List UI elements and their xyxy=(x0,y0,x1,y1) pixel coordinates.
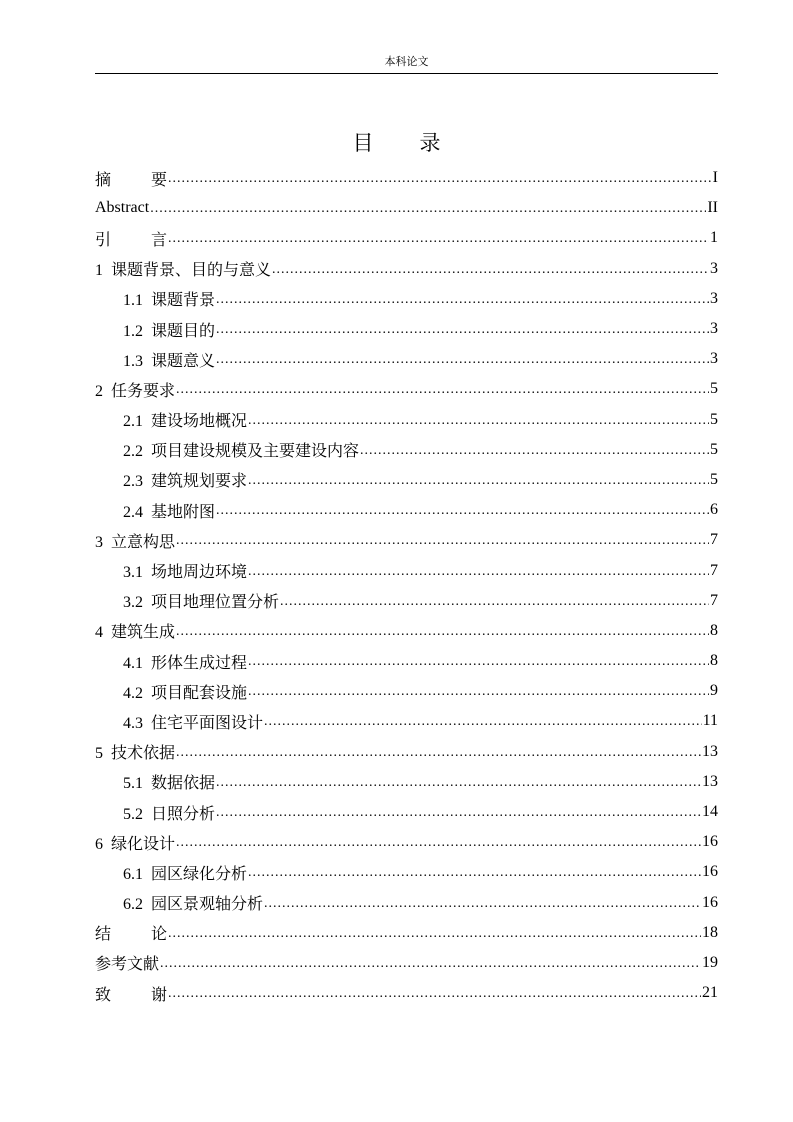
toc-entry-number: 2.1 xyxy=(123,413,143,431)
toc-entry[interactable] xyxy=(95,827,718,857)
toc-page-number: 7 xyxy=(710,591,718,609)
toc-dot-leader xyxy=(160,956,701,972)
toc-entry-text: 基地附图 xyxy=(151,503,216,521)
toc-entry-label xyxy=(123,287,215,310)
toc-entry[interactable] xyxy=(95,344,718,374)
toc-dot-leader xyxy=(216,503,709,519)
toc-dot-leader xyxy=(168,171,712,187)
toc-entry[interactable] xyxy=(95,284,718,314)
toc-entry-number: 6 xyxy=(95,835,103,853)
toc-entry-label xyxy=(123,680,247,703)
toc-page-number: 9 xyxy=(710,682,718,700)
toc-entry-label xyxy=(123,408,247,431)
toc-page-number: II xyxy=(707,199,718,217)
toc-dot-leader xyxy=(248,413,709,429)
toc-page-number: 18 xyxy=(702,923,718,941)
toc-entry-label xyxy=(123,891,263,914)
toc-entry-number: 4.3 xyxy=(123,714,143,732)
toc-title xyxy=(0,129,793,157)
toc-entry[interactable] xyxy=(95,555,718,585)
toc-entry-label xyxy=(95,529,175,552)
toc-entry-label xyxy=(123,589,279,612)
toc-entry-number: 2.3 xyxy=(123,473,143,491)
toc-entry-label xyxy=(123,650,247,673)
toc-entry[interactable] xyxy=(95,918,718,948)
toc-entry-label xyxy=(123,801,215,824)
toc-dot-leader xyxy=(264,714,702,730)
toc-entry-label xyxy=(123,559,247,582)
toc-page-number: 16 xyxy=(702,863,718,881)
toc-entry[interactable] xyxy=(95,767,718,797)
toc-entry-label-char: 引 xyxy=(95,231,112,249)
toc-dot-leader xyxy=(176,624,709,640)
toc-entry[interactable] xyxy=(95,616,718,646)
toc-title-left: 目 xyxy=(352,131,374,155)
toc-entry-label-char: 摘 xyxy=(95,171,112,189)
toc-page-number: 16 xyxy=(702,833,718,851)
toc-entry-number: 1.1 xyxy=(123,292,143,310)
toc-page-number: 5 xyxy=(710,380,718,398)
toc-dot-leader xyxy=(168,986,701,1002)
toc-entry-number: 6.2 xyxy=(123,896,143,914)
toc-entry-label-char: 要 xyxy=(151,171,168,189)
toc-entry-label-char: 致 xyxy=(95,986,112,1004)
toc-entry[interactable] xyxy=(95,223,718,253)
toc-entry-label xyxy=(95,199,149,217)
toc-entry-label-char: 论 xyxy=(151,926,168,944)
toc-entry-label xyxy=(123,710,263,733)
toc-dot-leader xyxy=(216,322,709,338)
table-of-contents xyxy=(95,163,718,1008)
toc-entry-text: 形体生成过程 xyxy=(151,654,248,672)
toc-entry-label xyxy=(95,257,271,280)
toc-dot-leader xyxy=(248,684,709,700)
header-rule xyxy=(95,73,718,74)
toc-entry-label xyxy=(95,740,175,763)
toc-page-number: 3 xyxy=(710,289,718,307)
toc-entry-text: 绿化设计 xyxy=(111,835,176,853)
toc-entry-text: 场地周边环境 xyxy=(151,564,248,582)
toc-entry-label xyxy=(95,619,175,642)
toc-page-number: 8 xyxy=(710,621,718,639)
toc-entry[interactable] xyxy=(95,857,718,887)
toc-dot-leader xyxy=(176,745,701,761)
toc-entry[interactable] xyxy=(95,495,718,525)
toc-dot-leader xyxy=(248,654,709,670)
toc-entry-label xyxy=(95,982,167,1005)
toc-entry[interactable] xyxy=(95,435,718,465)
toc-dot-leader xyxy=(360,443,709,459)
toc-entry-label xyxy=(95,167,167,190)
toc-entry-label-char: 言 xyxy=(151,231,168,249)
toc-entry[interactable] xyxy=(95,888,718,918)
toc-entry-text: 住宅平面图设计 xyxy=(151,714,264,732)
toc-entry-text: 建筑生成 xyxy=(111,624,176,642)
toc-page-number: 21 xyxy=(702,984,718,1002)
toc-entry-number: 2.2 xyxy=(123,443,143,461)
toc-entry[interactable] xyxy=(95,525,718,555)
toc-dot-leader xyxy=(168,926,701,942)
toc-entry-text: 项目建设规模及主要建设内容 xyxy=(151,443,360,461)
toc-entry[interactable] xyxy=(95,163,718,193)
toc-entry-number: 5.1 xyxy=(123,775,143,793)
toc-page-number: 16 xyxy=(702,893,718,911)
toc-entry-text: 课题背景 xyxy=(151,292,216,310)
toc-entry-text: Abstract xyxy=(95,199,150,217)
toc-entry[interactable] xyxy=(95,676,718,706)
toc-dot-leader xyxy=(216,292,709,308)
toc-entry-number: 1.3 xyxy=(123,352,143,370)
toc-entry-number: 2.4 xyxy=(123,503,143,521)
toc-entry-number: 5 xyxy=(95,745,103,763)
toc-dot-leader xyxy=(248,865,701,881)
toc-entry-text: 项目配套设施 xyxy=(151,684,248,702)
toc-page-number: 7 xyxy=(710,561,718,579)
toc-entry-text: 园区景观轴分析 xyxy=(151,896,264,914)
toc-entry[interactable] xyxy=(95,193,718,223)
toc-entry-text: 建筑规划要求 xyxy=(151,473,248,491)
toc-entry[interactable] xyxy=(95,706,718,736)
toc-entry-text: 园区绿化分析 xyxy=(151,865,248,883)
toc-entry-text: 技术依据 xyxy=(111,745,176,763)
toc-entry[interactable] xyxy=(95,797,718,827)
toc-dot-leader xyxy=(248,473,709,489)
toc-entry-text: 课题背景、目的与意义 xyxy=(111,262,272,280)
toc-entry-label xyxy=(123,468,247,491)
toc-page-number: 3 xyxy=(710,350,718,368)
toc-entry-number: 5.2 xyxy=(123,805,143,823)
toc-entry[interactable] xyxy=(95,465,718,495)
toc-entry-label xyxy=(95,831,175,854)
toc-entry-number: 3.1 xyxy=(123,564,143,582)
toc-entry-text: 课题意义 xyxy=(151,352,216,370)
toc-entry-text: 建设场地概况 xyxy=(151,413,248,431)
toc-page-number: 5 xyxy=(710,470,718,488)
toc-entry-label-char: 谢 xyxy=(151,986,168,1004)
toc-dot-leader xyxy=(280,594,709,610)
toc-dot-leader xyxy=(248,564,709,580)
toc-entry[interactable] xyxy=(95,978,718,1008)
toc-entry-number: 2 xyxy=(95,382,103,400)
toc-entry-number: 3 xyxy=(95,533,103,551)
toc-page-number: 5 xyxy=(710,410,718,428)
toc-dot-leader xyxy=(216,352,709,368)
toc-page-number: 19 xyxy=(702,953,718,971)
toc-dot-leader xyxy=(150,201,706,217)
toc-entry-text: 项目地理位置分析 xyxy=(151,594,280,612)
page-header: 本科论文 xyxy=(384,56,429,68)
toc-dot-leader xyxy=(216,775,701,791)
toc-entry[interactable] xyxy=(95,737,718,767)
toc-entry[interactable] xyxy=(95,586,718,616)
toc-entry-label xyxy=(123,499,215,522)
toc-dot-leader xyxy=(272,262,709,278)
toc-entry-label xyxy=(123,318,215,341)
toc-entry-number: 1.2 xyxy=(123,322,143,340)
toc-entry-text: 任务要求 xyxy=(111,382,176,400)
toc-entry-text: 日照分析 xyxy=(151,805,216,823)
toc-dot-leader xyxy=(176,382,709,398)
toc-page-number: 5 xyxy=(710,440,718,458)
toc-entry[interactable] xyxy=(95,646,718,676)
toc-entry-number: 3.2 xyxy=(123,594,143,612)
toc-entry-label xyxy=(123,770,215,793)
toc-entry-label xyxy=(123,861,247,884)
toc-entry-number: 4.1 xyxy=(123,654,143,672)
toc-page-number: 13 xyxy=(702,772,718,790)
toc-page-number: 8 xyxy=(710,652,718,670)
toc-entry-label xyxy=(123,438,359,461)
toc-entry-text: 数据依据 xyxy=(151,775,216,793)
toc-entry-text: 立意构思 xyxy=(111,533,176,551)
toc-dot-leader xyxy=(168,231,709,247)
toc-entry-number: 4.2 xyxy=(123,684,143,702)
toc-entry[interactable] xyxy=(95,948,718,978)
toc-entry-number: 6.1 xyxy=(123,865,143,883)
toc-page-number: 11 xyxy=(702,712,718,730)
toc-entry-text: 参考文献 xyxy=(95,956,160,974)
toc-entry[interactable] xyxy=(95,374,718,404)
toc-title-right: 录 xyxy=(419,131,441,155)
toc-entry-text: 课题目的 xyxy=(151,322,216,340)
toc-entry-label xyxy=(95,227,167,250)
toc-page-number: 1 xyxy=(710,229,718,247)
toc-entry[interactable] xyxy=(95,314,718,344)
toc-dot-leader xyxy=(264,896,701,912)
toc-page-number: 3 xyxy=(710,259,718,277)
toc-page-number: 14 xyxy=(702,803,718,821)
toc-dot-leader xyxy=(176,533,709,549)
toc-dot-leader xyxy=(176,835,701,851)
toc-page-number: 13 xyxy=(702,742,718,760)
toc-entry[interactable] xyxy=(95,405,718,435)
toc-dot-leader xyxy=(216,805,701,821)
toc-entry-label xyxy=(123,348,215,371)
toc-entry[interactable] xyxy=(95,254,718,284)
toc-page-number: 7 xyxy=(710,531,718,549)
toc-entry-label xyxy=(95,921,167,944)
toc-entry-number: 1 xyxy=(95,262,103,280)
toc-entry-number: 4 xyxy=(95,624,103,642)
toc-entry-label-char: 结 xyxy=(95,926,112,944)
toc-entry-label xyxy=(95,378,175,401)
toc-page-number: I xyxy=(712,169,718,187)
toc-page-number: 3 xyxy=(710,320,718,338)
toc-entry-label xyxy=(95,951,159,974)
toc-page-number: 6 xyxy=(710,501,718,519)
